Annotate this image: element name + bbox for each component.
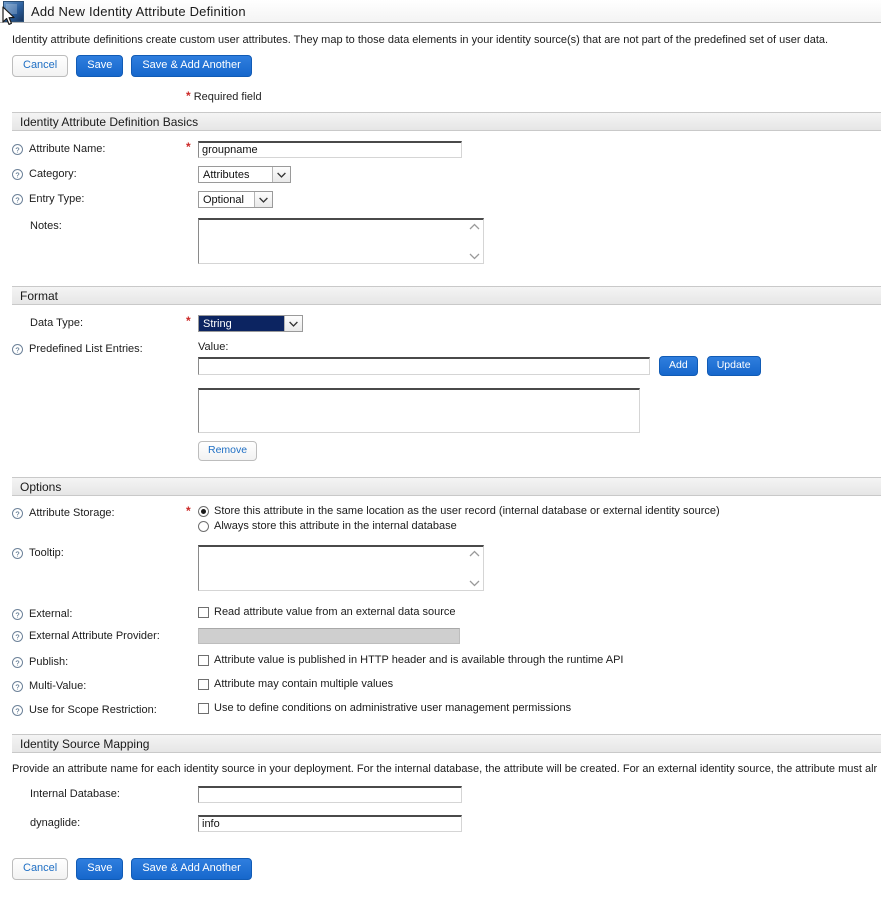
predefined-entries-listbox[interactable] (198, 388, 640, 433)
notes-scroll-indicators[interactable] (468, 220, 481, 263)
category-label-group (12, 166, 186, 180)
attribute-storage-label: Attribute Storage: (29, 507, 115, 519)
radio-icon-store-internal[interactable] (198, 521, 209, 532)
publish-label-group (12, 654, 186, 668)
chevron-up-icon (469, 550, 480, 557)
field-row-entry-type (12, 191, 881, 208)
chevron-up-icon (469, 223, 480, 230)
svg-text:?: ? (15, 170, 20, 180)
save-button-bottom[interactable]: Save (76, 858, 123, 880)
checkbox-icon-publish[interactable] (198, 655, 209, 666)
entry-type-control (198, 191, 881, 208)
internal-database-label-group (12, 786, 186, 800)
predefined-list-required-spacer (186, 341, 198, 342)
chevron-down-icon[interactable] (284, 316, 302, 331)
predefined-list-label-group (12, 341, 186, 355)
field-row-dynaglide (12, 815, 881, 832)
external-provider-control (198, 628, 881, 644)
page-title: Add New Identity Attribute Definition (31, 3, 246, 19)
publish-control (198, 654, 881, 669)
entry-type-label: Entry Type: (29, 193, 85, 205)
attribute-storage-label-group (12, 505, 186, 519)
section-header-basics: Identity Attribute Definition Basics (12, 112, 881, 131)
publish-label: Publish: (29, 656, 69, 668)
external-control (198, 606, 881, 621)
svg-text:?: ? (15, 610, 20, 620)
attribute-storage-control (198, 505, 881, 535)
predefined-list-entries-label: Predefined List Entries: (29, 343, 143, 355)
external-attribute-provider-input (198, 628, 460, 644)
svg-text:?: ? (15, 509, 20, 519)
category-control (198, 166, 881, 183)
notes-control (198, 218, 881, 267)
field-row-predefined-list (12, 341, 881, 461)
svg-text:?: ? (15, 682, 20, 692)
predefined-list-control (198, 341, 881, 461)
entry-type-label-group (12, 191, 186, 205)
tooltip-required-spacer (186, 545, 198, 546)
chevron-down-icon[interactable] (254, 192, 272, 207)
scope-restriction-required-spacer (186, 702, 198, 703)
tooltip-label-group (12, 545, 186, 559)
svg-text:?: ? (15, 195, 20, 205)
tooltip-textarea[interactable] (198, 545, 484, 591)
external-provider-label-group (12, 628, 186, 642)
internal-database-input[interactable] (198, 786, 462, 803)
checkbox-icon-multi-value[interactable] (198, 679, 209, 690)
help-icon[interactable] (12, 548, 23, 559)
category-required-spacer (186, 166, 198, 167)
help-icon[interactable] (12, 657, 23, 668)
identity-source-mapping-note: Provide an attribute name for each identity source in your deployment. For the internal database, the attribute will be created. For an external identity source, the attribute must alr (12, 763, 878, 775)
notes-required-spacer (186, 218, 198, 219)
save-and-add-another-button-top[interactable]: Save & Add Another (131, 55, 251, 77)
external-provider-required-spacer (186, 628, 198, 629)
entry-type-required-spacer (186, 191, 198, 192)
required-field-note (0, 91, 881, 103)
attribute-name-label-group (12, 141, 186, 155)
checkbox-option-external[interactable] (198, 606, 881, 618)
entry-type-select[interactable] (198, 191, 273, 208)
predefined-value-input[interactable] (198, 357, 650, 375)
data-type-control (198, 315, 881, 332)
checkbox-option-scope-restriction[interactable] (198, 702, 881, 714)
checkbox-icon-external[interactable] (198, 607, 209, 618)
publish-required-spacer (186, 654, 198, 655)
app-window-icon (3, 1, 24, 22)
field-row-scope-restriction (12, 702, 881, 717)
chevron-down-icon[interactable] (272, 167, 290, 182)
multi-value-label-group (12, 678, 186, 692)
notes-label-group (12, 218, 186, 232)
help-icon[interactable] (12, 508, 23, 519)
scope-restriction-label: Use for Scope Restriction: (29, 704, 157, 716)
checkbox-label-scope-restriction: Use to define conditions on administrative user management permissions (214, 702, 572, 714)
bottom-button-bar (12, 858, 881, 880)
data-type-label-group (12, 315, 186, 329)
help-icon[interactable] (12, 705, 23, 716)
entry-type-select-value: Optional (203, 193, 244, 206)
external-attribute-provider-label: External Attribute Provider: (29, 630, 160, 642)
tooltip-control (198, 545, 881, 594)
svg-text:?: ? (15, 658, 20, 668)
checkbox-label-publish: Attribute value is published in HTTP header and is available through the runtime API (214, 654, 624, 666)
field-row-internal-database (12, 786, 881, 803)
field-row-data-type (12, 315, 881, 332)
field-row-external (12, 606, 881, 621)
window-title-bar (0, 0, 881, 23)
field-row-multi-value (12, 678, 881, 693)
multi-value-label: Multi-Value: (29, 680, 87, 692)
save-and-add-another-button-bottom[interactable]: Save & Add Another (131, 858, 251, 880)
remove-button[interactable]: Remove (198, 441, 257, 461)
scope-restriction-label-group (12, 702, 186, 716)
help-icon[interactable] (12, 169, 23, 180)
attribute-name-input[interactable] (198, 141, 462, 158)
notes-label: Notes: (30, 220, 62, 232)
required-field-label: Required field (193, 91, 262, 103)
svg-text:?: ? (15, 145, 20, 155)
help-icon[interactable] (12, 681, 23, 692)
scope-restriction-control (198, 702, 881, 717)
help-icon[interactable] (12, 609, 23, 620)
field-row-tooltip (12, 545, 881, 594)
radio-label-store-same-location: Store this attribute in the same location as the user record (internal database or external identity source) (214, 505, 720, 517)
svg-text:?: ? (15, 632, 20, 642)
attribute-name-control (198, 141, 881, 158)
checkbox-label-external: Read attribute value from an external data source (214, 606, 456, 618)
section-header-format: Format (12, 286, 881, 305)
internal-database-control (198, 786, 881, 803)
svg-text:?: ? (15, 706, 20, 716)
field-row-attribute-name (12, 141, 881, 158)
section-header-identity-source-mapping: Identity Source Mapping (12, 734, 881, 753)
add-button[interactable]: Add (659, 356, 698, 376)
radio-option-store-same-location[interactable] (198, 505, 881, 517)
data-type-select-value: String (199, 316, 284, 331)
chevron-down-icon (469, 253, 480, 260)
help-icon[interactable] (12, 194, 23, 205)
cancel-button-bottom[interactable]: Cancel (12, 858, 68, 880)
dynaglide-label-group (12, 815, 186, 829)
checkbox-option-multi-value[interactable] (198, 678, 881, 690)
dynaglide-label: dynaglide: (30, 817, 81, 829)
dynaglide-input[interactable] (198, 815, 462, 832)
section-header-options: Options (12, 477, 881, 496)
category-select[interactable] (198, 166, 291, 183)
field-row-publish (12, 654, 881, 669)
field-row-category (12, 166, 881, 183)
data-type-select[interactable] (198, 315, 303, 332)
page-description: Identity attribute definitions create custom user attributes. They map to those data elements in your identity source(s) that are not part of the predefined set of user data. (12, 34, 829, 46)
field-row-external-provider (12, 628, 881, 644)
field-row-notes (12, 218, 881, 267)
attribute-name-label: Attribute Name: (29, 143, 106, 155)
external-label-group (12, 606, 186, 620)
svg-text:?: ? (15, 549, 20, 559)
multi-value-control (198, 678, 881, 693)
notes-textarea[interactable] (198, 218, 484, 264)
internal-database-label: Internal Database: (30, 788, 120, 800)
required-asterisk-icon: * (186, 89, 191, 103)
data-type-required-marker: * (186, 314, 191, 328)
svg-text:?: ? (15, 345, 20, 355)
attribute-storage-required-marker: * (186, 504, 191, 518)
dynaglide-required-spacer (186, 815, 198, 816)
save-button-top[interactable]: Save (76, 55, 123, 77)
internal-database-required-spacer (186, 786, 198, 787)
tooltip-label: Tooltip: (29, 547, 64, 559)
help-icon[interactable] (12, 144, 23, 155)
chevron-down-icon (469, 580, 480, 587)
checkbox-label-multi-value: Attribute may contain multiple values (214, 678, 394, 690)
update-button[interactable]: Update (707, 356, 761, 376)
cancel-button-top[interactable]: Cancel (12, 55, 68, 77)
value-label: Value: (198, 341, 229, 353)
field-row-attribute-storage (12, 505, 881, 535)
data-type-label: Data Type: (30, 317, 83, 329)
radio-option-store-internal[interactable] (198, 520, 881, 532)
help-icon[interactable] (12, 631, 23, 642)
dynaglide-control (198, 815, 881, 832)
category-select-value: Attributes (203, 168, 250, 181)
radio-label-store-internal: Always store this attribute in the internal database (214, 520, 457, 532)
checkbox-option-publish[interactable] (198, 654, 881, 666)
attribute-name-required-marker: * (186, 140, 191, 154)
category-label: Category: (29, 168, 77, 180)
help-icon[interactable] (12, 344, 23, 355)
tooltip-scroll-indicators[interactable] (468, 547, 481, 590)
external-label: External: (29, 608, 73, 620)
multi-value-required-spacer (186, 678, 198, 679)
external-required-spacer (186, 606, 198, 607)
checkbox-icon-scope-restriction[interactable] (198, 703, 209, 714)
radio-icon-store-same-location[interactable] (198, 506, 209, 517)
top-button-bar (12, 55, 881, 77)
